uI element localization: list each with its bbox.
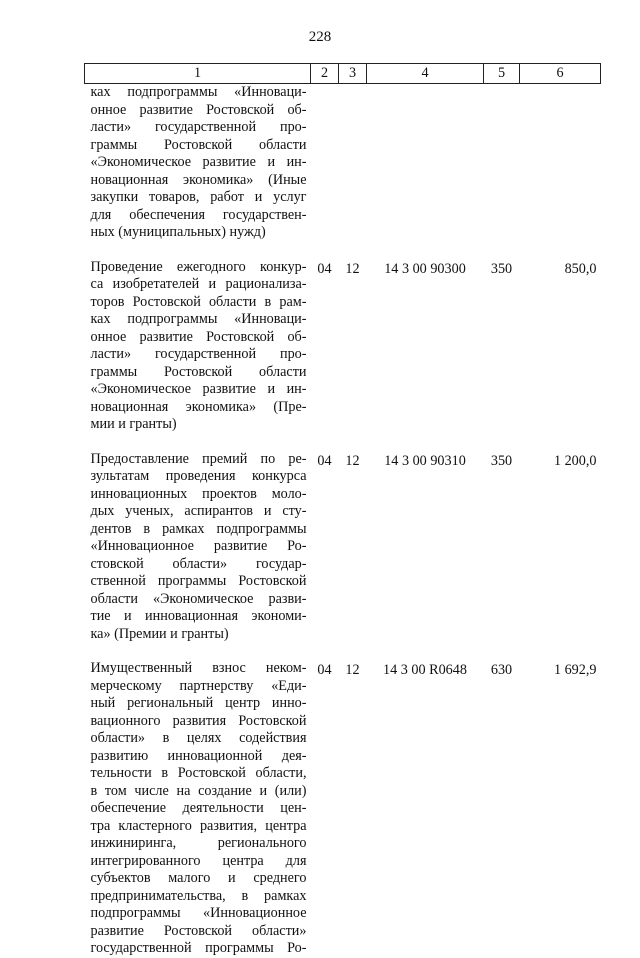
cell-target-article: 14 3 00 R0648	[383, 662, 467, 678]
description-line: ках подпрограммы «Инноваци-	[90, 311, 307, 327]
description-line: ка» (Премии и гранты)	[90, 625, 229, 642]
description-line: ственной программы Ростовской	[90, 573, 307, 589]
description-line: инжиниринга, регионального	[90, 835, 307, 851]
description-line: тельности в Ростовской области,	[90, 765, 307, 781]
description-line: предпринимательства, в рамках	[90, 887, 307, 904]
description-line: дых ученых, аспирантов и сту-	[90, 503, 307, 519]
description-line: мии и гранты)	[90, 416, 177, 432]
description-line: зультатам проведения конкурса	[90, 468, 307, 484]
row-description	[85, 660, 311, 958]
description-line: закупки товаров, работ и услуг	[90, 189, 307, 205]
page-number: 228	[308, 29, 332, 45]
description-line: стовской области» государ-	[90, 555, 307, 572]
header-col-5: 5	[484, 64, 520, 84]
description-line: ласти» государственной про-	[90, 119, 307, 135]
cell-subsection: 12	[345, 260, 360, 277]
description-line: ках подпрограммы «Инноваци-	[90, 84, 307, 100]
cell-expense-type	[484, 84, 520, 242]
budget-table	[84, 63, 601, 958]
cell-amount: 1 200,0	[553, 452, 597, 469]
cell-subsection	[339, 84, 367, 242]
description-line: мерческому партнерству «Еди-	[90, 677, 307, 694]
description-line: граммы Ростовской области	[90, 136, 307, 153]
description-line: ный региональный центр инно-	[90, 695, 307, 711]
table-row	[85, 660, 601, 958]
row-description	[85, 451, 311, 644]
description-line: Имущественный взнос неком-	[90, 660, 307, 676]
description-line: онное развитие Ростовской об-	[90, 101, 307, 118]
description-line: инновационных проектов моло-	[90, 485, 307, 502]
description-line: в том числе на создание и (или)	[90, 782, 307, 799]
description-line: дентов в рамках подпрограммы	[90, 520, 307, 537]
cell-section: 04	[317, 662, 332, 678]
table-row	[85, 451, 601, 644]
description-line: тра кластерного развития, центра	[90, 817, 307, 834]
cell-section: 04	[317, 452, 332, 469]
description-line: развитию инновационной дея-	[90, 747, 307, 764]
description-line: области» в целях содействия	[90, 730, 307, 746]
description-line: государственной программы Ро-	[90, 940, 307, 956]
cell-amount: 1 692,9	[553, 662, 597, 678]
cell-subsection: 12	[345, 662, 360, 678]
header-col-2: 2	[311, 64, 339, 84]
cell-expense-type: 630	[490, 662, 513, 678]
cell-target-article: 14 3 00 90310	[384, 452, 466, 469]
description-line: «Экономическое развитие и ин-	[90, 154, 307, 170]
description-line: тие и инновационная экономи-	[90, 608, 307, 624]
description-line: граммы Ростовской области	[90, 363, 307, 380]
header-col-6: 6	[520, 64, 601, 84]
cell-expense-type: 350	[490, 260, 513, 277]
description-line: интегрированного центра для	[90, 852, 307, 869]
description-line: области «Экономическое разви-	[90, 590, 307, 607]
description-line: ласти» государственной про-	[90, 346, 307, 362]
description-line: «Инновационное развитие Ро-	[90, 538, 307, 554]
cell-section: 04	[317, 260, 332, 277]
header-col-1: 1	[85, 64, 311, 84]
cell-amount	[520, 84, 601, 242]
row-description	[85, 259, 311, 434]
description-line: «Экономическое развитие и ин-	[90, 381, 307, 397]
description-line: подпрограммы «Инновационное	[90, 905, 307, 921]
table-row	[85, 259, 601, 434]
description-line: новационная экономика» (Иные	[90, 171, 307, 188]
table-row	[85, 84, 601, 242]
cell-subsection: 12	[345, 452, 360, 469]
description-line: онное развитие Ростовской об-	[90, 328, 307, 345]
description-line: новационная экономика» (Пре-	[90, 398, 307, 415]
description-line: обеспечение деятельности цен-	[90, 800, 307, 816]
description-line: торов Ростовской области в рам-	[90, 293, 307, 310]
description-line: са изобретателей и рационализа-	[90, 276, 307, 292]
row-description	[85, 84, 311, 242]
description-line: вационного развития Ростовской	[90, 712, 307, 729]
cell-amount: 850,0	[564, 260, 597, 277]
header-col-4: 4	[367, 64, 484, 84]
description-line: субъектов малого и среднего	[90, 870, 307, 886]
cell-target-article: 14 3 00 90300	[384, 260, 466, 277]
cell-target-article	[367, 84, 484, 242]
description-line: для обеспечения государствен-	[90, 206, 307, 223]
description-line: Предоставление премий по ре-	[90, 450, 307, 467]
table-header	[85, 64, 601, 84]
description-line: развитие Ростовской области»	[90, 922, 307, 939]
description-line: ных (муниципальных) нужд)	[90, 224, 266, 240]
cell-section	[311, 84, 339, 242]
cell-expense-type: 350	[490, 452, 513, 469]
header-col-3: 3	[339, 64, 367, 84]
description-line: Проведение ежегодного конкур-	[90, 258, 307, 275]
